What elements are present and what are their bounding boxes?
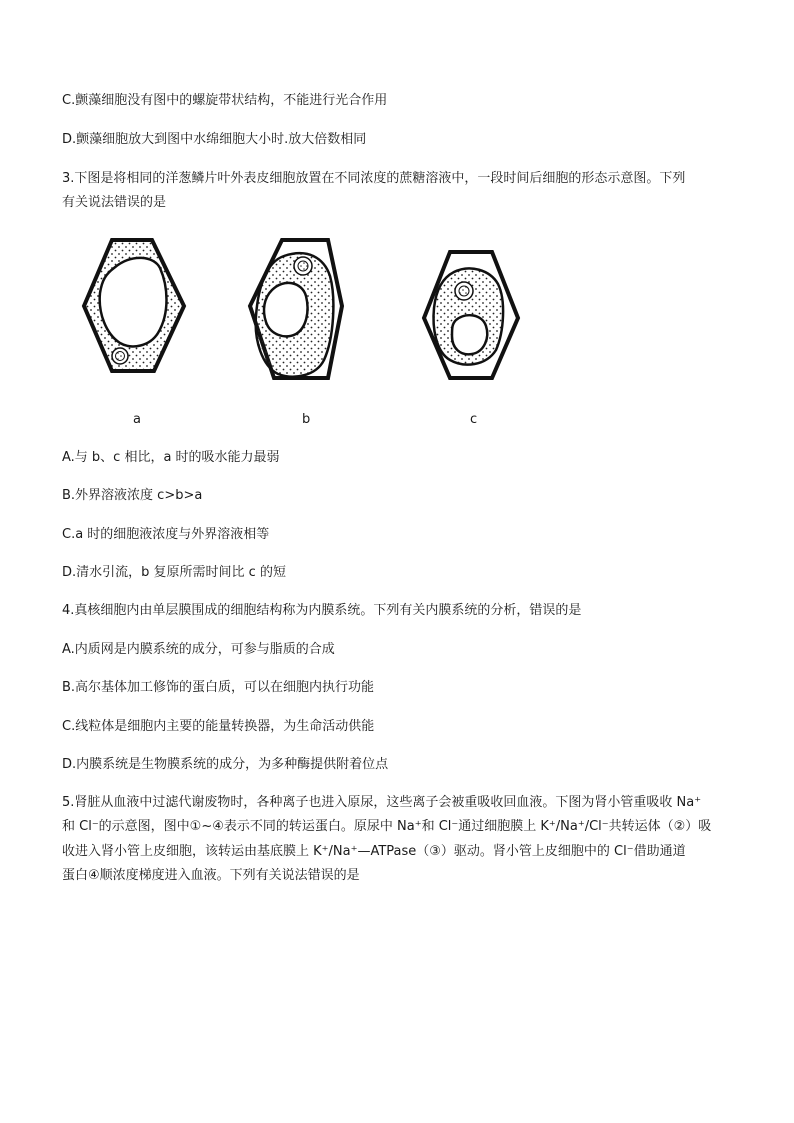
- option-3a: A.与 b、c 相比，a 时的吸水能力最弱: [62, 450, 280, 465]
- label-a: a: [133, 412, 141, 427]
- option-3d: D.清水引流，b 复原所需时间比 c 的短: [62, 565, 286, 580]
- question-5-line-1: 5.肾脏从血液中过滤代谢废物时，各种离子也进入原尿，这些离子会被重吸收回血液。下图为肾小管重吸收 Na⁺: [62, 795, 702, 810]
- nucleolus-a: [116, 352, 125, 361]
- nucleolus-c: [459, 286, 469, 296]
- option-2d: D.颤藻细胞放大到图中水绵细胞大小时.放大倍数相同: [62, 132, 367, 147]
- question-4-stem: 4.真核细胞内由单层膜围成的细胞结构称为内膜系统。下列有关内膜系统的分析，错误的是: [62, 603, 582, 618]
- question-3-stem-line-2: 有关说法错误的是: [62, 195, 167, 210]
- label-c: c: [470, 412, 478, 427]
- cell-diagram: [72, 228, 542, 433]
- label-b: b: [302, 412, 311, 427]
- option-4c: C.线粒体是细胞内主要的能量转换器，为生命活动供能: [62, 719, 375, 734]
- cell-c: [424, 252, 518, 378]
- option-4b: B.高尔基体加工修饰的蛋白质，可以在细胞内执行功能: [62, 680, 375, 695]
- vacuole-a: [100, 258, 167, 347]
- cell-figure: [72, 228, 542, 433]
- question-5-line-3: 收进入肾小管上皮细胞，该转运由基底膜上 K⁺/Na⁺—ATPase（③）驱动。肾小管上皮细胞中的 Cl⁻借助通道: [62, 844, 686, 859]
- question-5-line-4: 蛋白④顺浓度梯度进入血液。下列有关说法错误的是: [62, 868, 360, 883]
- question-3-stem-line-1: 3.下图是将相同的洋葱鳞片叶外表皮细胞放置在不同浓度的蔗糖溶液中，一段时间后细胞的形态示意图。下列: [62, 171, 686, 186]
- vacuole-c: [452, 315, 487, 354]
- option-3c: C.a 时的细胞液浓度与外界溶液相等: [62, 527, 270, 542]
- nucleolus-b: [298, 261, 308, 271]
- cell-a: [84, 240, 184, 371]
- cell-b: [250, 240, 342, 378]
- option-3b: B.外界溶液浓度 c>b>a: [62, 488, 203, 503]
- question-5-line-2: 和 Cl⁻的示意图，图中①~④表示不同的转运蛋白。原尿中 Na⁺和 Cl⁻通过细胞膜上 K⁺/Na⁺/Cl⁻共转运体（②）吸: [62, 819, 712, 834]
- vacuole-b: [264, 283, 308, 336]
- option-4a: A.内质网是内膜系统的成分，可参与脂质的合成: [62, 642, 335, 657]
- option-4d: D.内膜系统是生物膜系统的成分，为多种酶提供附着位点: [62, 757, 389, 772]
- option-2c: C.颤藻细胞没有图中的螺旋带状结构，不能进行光合作用: [62, 93, 388, 108]
